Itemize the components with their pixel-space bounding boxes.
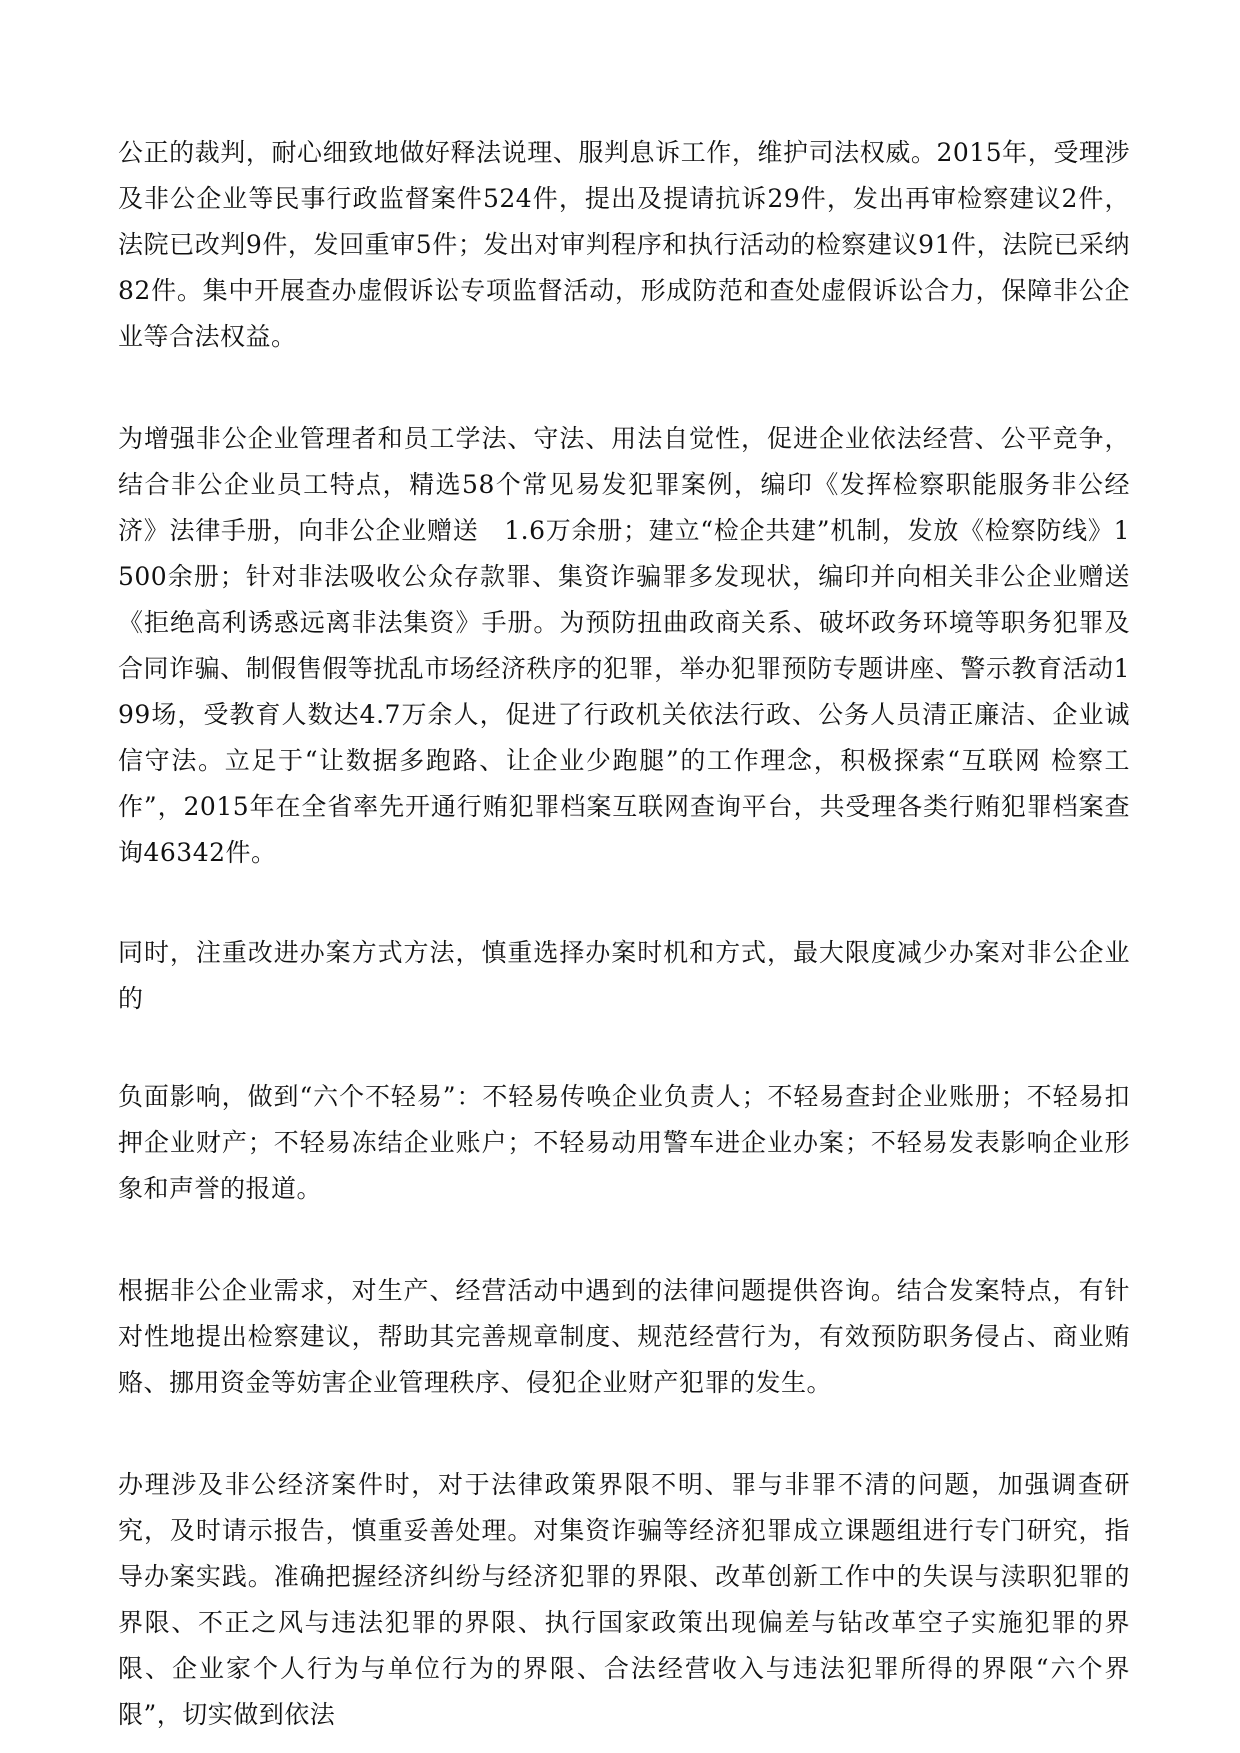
paragraph-six-boundaries: 办理涉及非公经济案件时，对于法律政策界限不明、罪与非罪不清的问题，加强调查研究，及时请示报告，慎重妥善处理。对集资诈骗等经济犯罪成立课题组进行专门研究，指导办案实践。准确把握经济纠纷与经济犯罪的界限、改革创新工作中的失误与渎职犯罪的界限、不正之风与违法犯罪的界限、执行国家政策出现偏差与钻改革空子实施犯罪的界限、企业家个人行为与单位行为的界限、合法经营收入与违法犯罪所得的界限“六个界限”，切实做到依法	[118, 1470, 1130, 1729]
paragraph-six-not-easily: 负面影响，做到“六个不轻易”：不轻易传唤企业负责人；不轻易查封企业账册；不轻易扣押企业财产；不轻易冻结企业账户；不轻易动用警车进企业办案；不轻易发表影响企业形象和声誉的报道。	[118, 1082, 1130, 1203]
paragraph-legal-education: 为增强非公企业管理者和员工学法、守法、用法自觉性，促进企业依法经营、公平竞争，结合非公企业员工特点，精选58个常见易发犯罪案例，编印《发挥检察职能服务非公经济》法律手册，向非公企业赠送 1.6万余册；建立“检企共建”机制，发放《检察防线》1500余册；针对非法吸收公众存款罪、集资诈骗罪多发现状，编印并向相关非公企业赠送《拒绝高利诱惑远离非法集资》手册。为预防扭曲政商关系、破坏政务环境等职务犯罪及合同诈骗、制假售假等扰乱市场经济秩序的犯罪，举办犯罪预防专题讲座、警示教育活动199场，受教育人数达4.7万余人，促进了行政机关依法行政、公务人员清正廉洁、企业诚信守法。立足于“让数据多跑路、让企业少跑腿”的工作理念，积极探索“互联网 检察工作”，2015年在全省率先开通行贿犯罪档案互联网查询平台，共受理各类行贿犯罪档案查询46342件。	[118, 424, 1130, 867]
paragraph-legal-consulting: 根据非公企业需求，对生产、经营活动中遇到的法律问题提供咨询。结合发案特点，有针对性地提出检察建议，帮助其完善规章制度、规范经营行为，有效预防职务侵占、商业贿赂、挪用资金等妨害企业管理秩序、侵犯企业财产犯罪的发生。	[118, 1276, 1130, 1397]
paragraph-case-methods: 同时，注重改进办案方式方法，慎重选择办案时机和方式，最大限度减少办案对非公企业的	[118, 938, 1130, 1013]
paragraph-civil-supervision: 公正的裁判，耐心细致地做好释法说理、服判息诉工作，维护司法权威。2015年，受理涉及非公企业等民事行政监督案件524件，提出及提请抗诉29件，发出再审检察建议2件，法院已改判9件，发回重审5件；发出对审判程序和执行活动的检察建议91件，法院已采纳82件。集中开展查办虚假诉讼专项监督活动，形成防范和查处虚假诉讼合力，保障非公企业等合法权益。	[118, 138, 1130, 351]
